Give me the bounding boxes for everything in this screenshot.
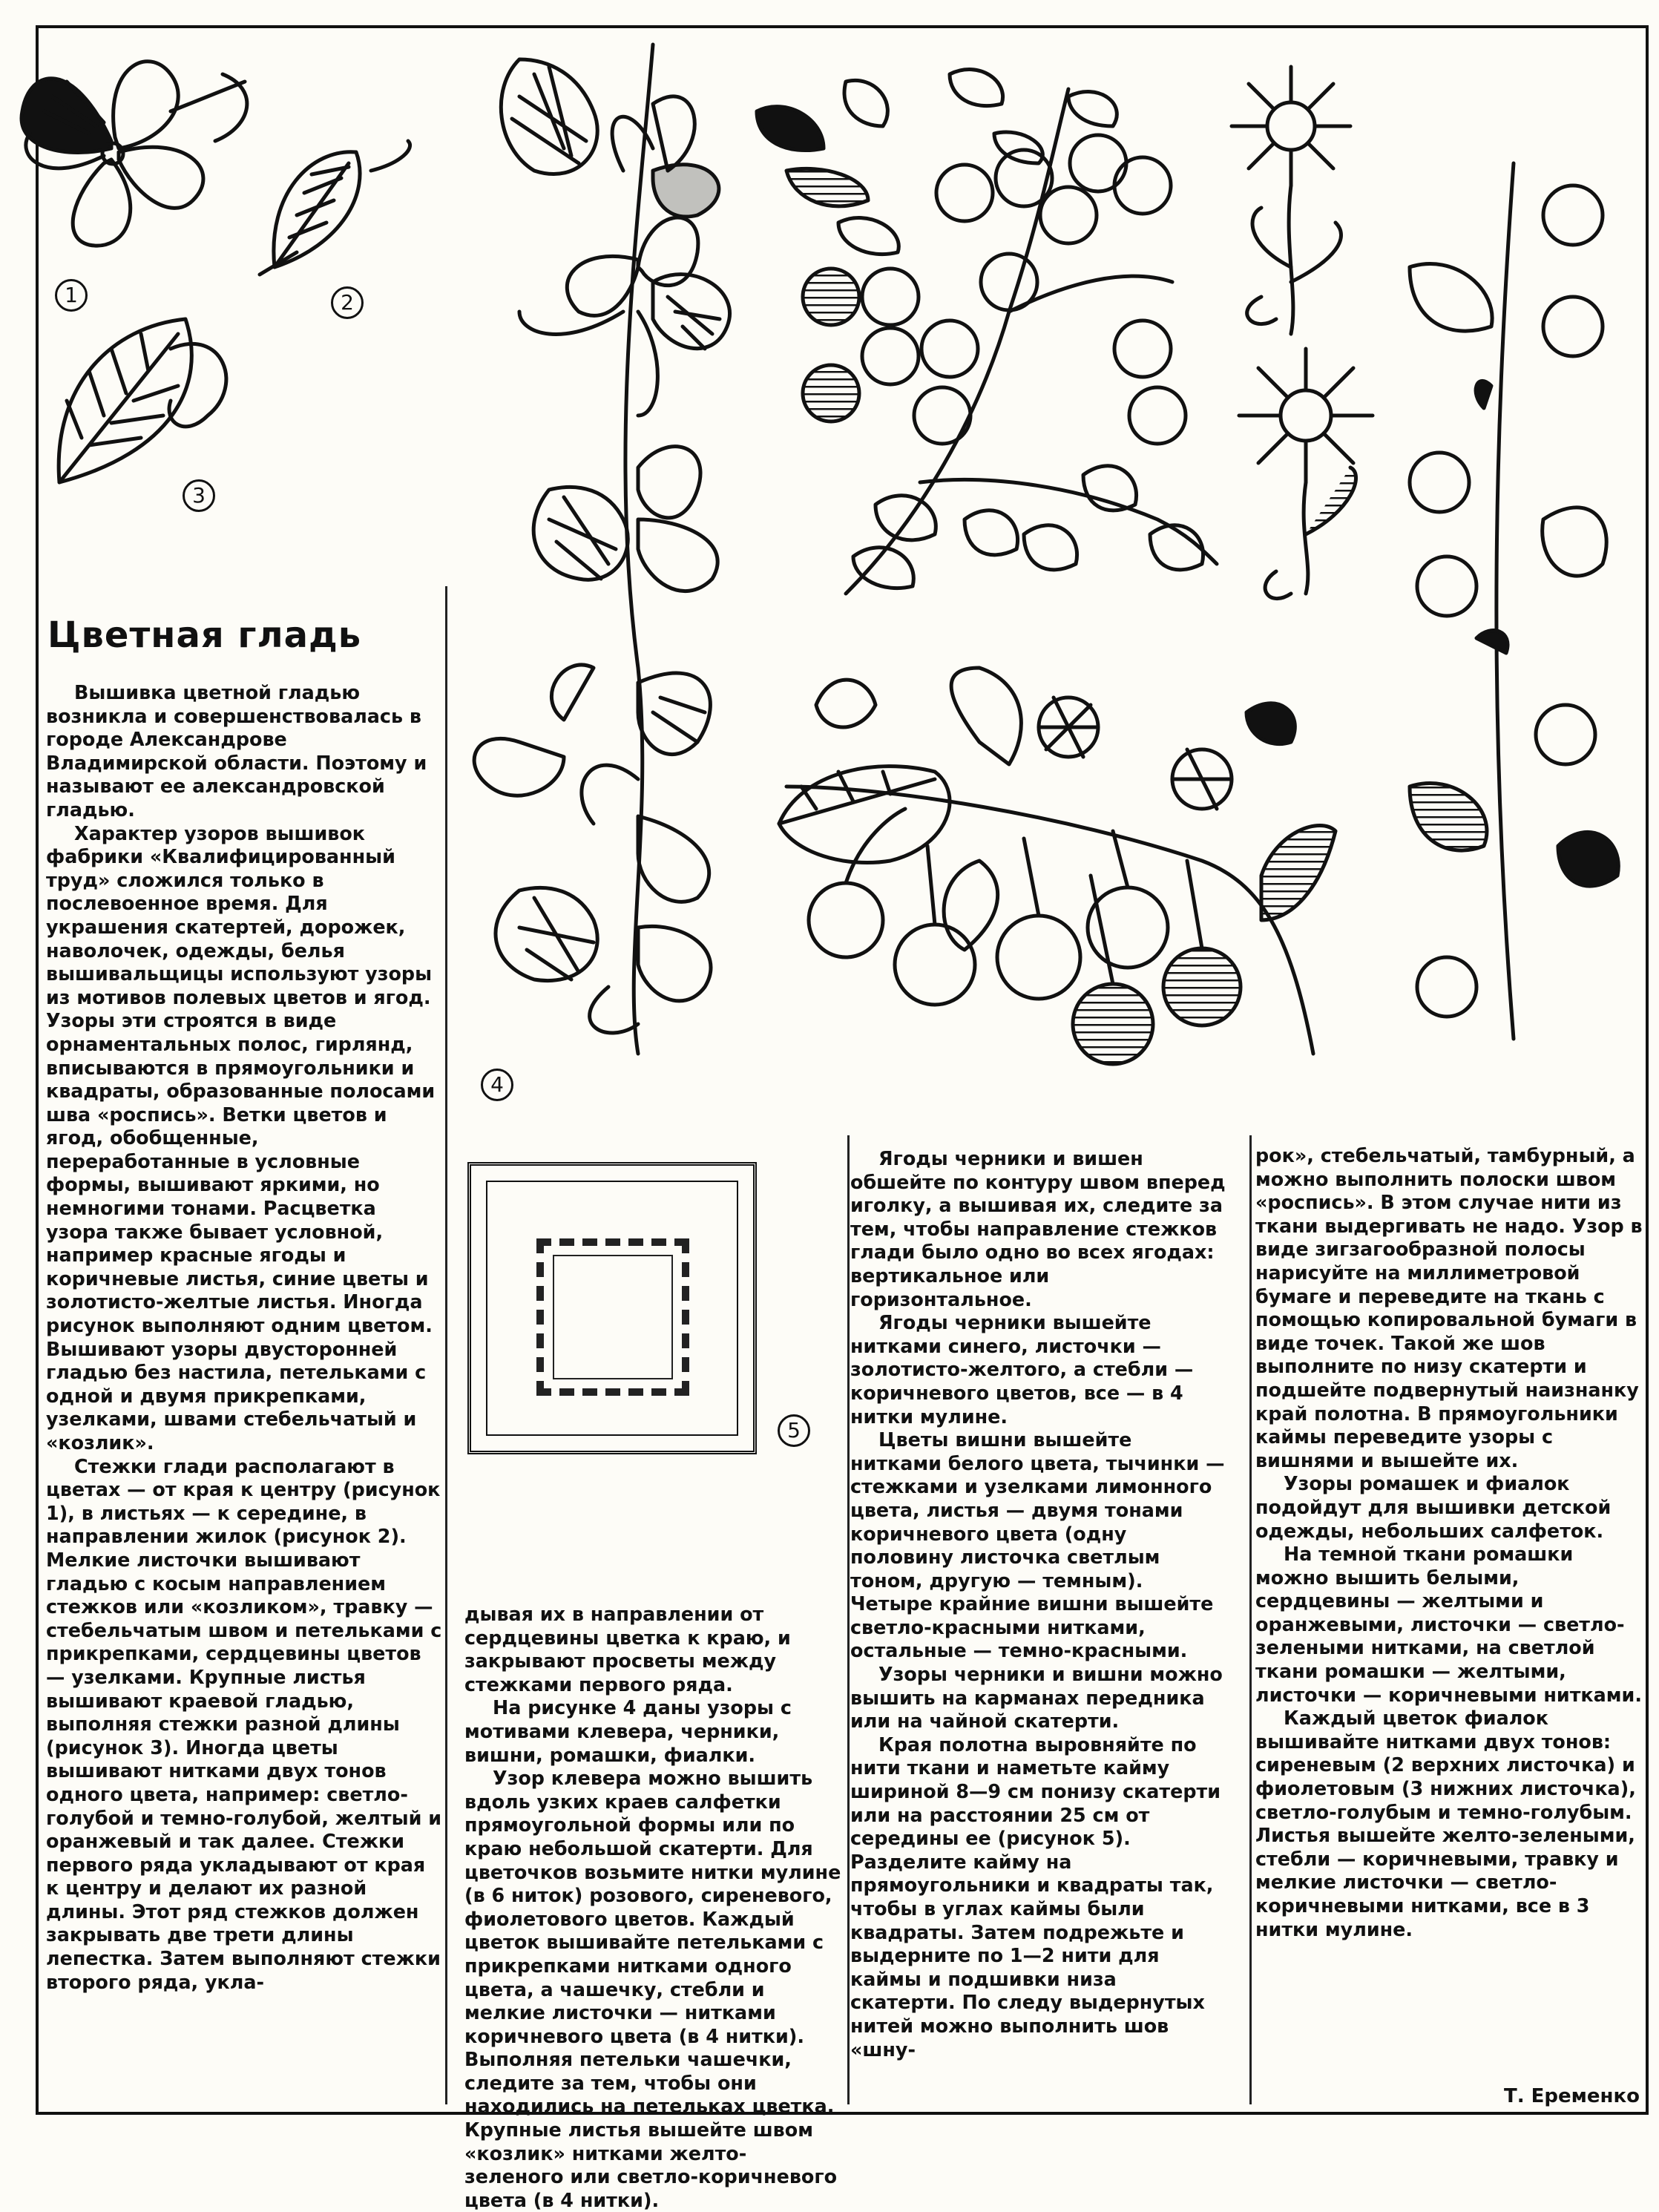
figure-4-cherry-drawing bbox=[779, 668, 1336, 1064]
paragraph: Ягоды черники вышейте нитками синего, листочки — золотисто-желтого, а стебли — коричневого цветов, все — в 4 нитки мулине. bbox=[850, 1311, 1194, 1428]
text-column-4 bbox=[1255, 1144, 1643, 2072]
figure-1-flower-drawing bbox=[22, 62, 247, 246]
column-rule-2 bbox=[847, 1135, 850, 2104]
figure-number-4: 4 bbox=[481, 1069, 513, 1101]
column-rule-1 bbox=[445, 586, 447, 2104]
paragraph: Края полотна выровняйте по нити ткани и наметьте кайму шириной 8—9 см понизу скатерти или на расстоянии 25 см от середины ее (рисунок 5). Разделите кайму на прямоугольники и квадраты так, чтобы в углах каймы были квадраты. Затем подрежьте и выдерните по 1—2 нити для каймы и подшивки низа скатерти. По следу выдернутых нитей можно выполнить шов «шну- bbox=[850, 1733, 1221, 2061]
paragraph: рок», стебельчатый, тамбурный, а можно выполнить полоски швом «роспись». В этом случае нити из ткани выдергивать не надо. Узор в виде зигзагообразной полосы нарисуйте на миллиметровой бумаге и переведите на ткань с помощью копировальной бумаги в виде точек. Такой же шов выполните по низу скатерти и подшейте подвернутый наизнанку край полотна. В прямоугольники каймы переведите узоры с вишнями и вышейте их. bbox=[1255, 1144, 1643, 1471]
figure-4-violet-drawing bbox=[1410, 163, 1618, 1039]
text-column-2 bbox=[464, 1603, 841, 2211]
paragraph: дывая их в направлении от сердцевины цветка к краю, и закрывают просветы между стежками первого ряда. bbox=[464, 1603, 791, 1696]
tablecloth-center bbox=[553, 1255, 673, 1379]
paragraph: Узоры ромашек и фиалок подойдут для вышивки детской одежды, небольших салфеток. bbox=[1255, 1472, 1612, 1542]
figure-5-tablecloth-scheme bbox=[467, 1162, 757, 1454]
text-column-3 bbox=[850, 1147, 1227, 2104]
paragraph: На рисунке 4 даны узоры с мотивами клевера, черники, вишни, ромашки, фиалки. bbox=[464, 1696, 792, 1766]
figure-2-leaf-drawing bbox=[260, 141, 410, 275]
tablecloth-embroidery-band bbox=[536, 1238, 689, 1396]
paragraph: Стежки глади располагают в цветах — от края к центру (рисунок 1), в листьях — к середине, в направлении жилок (рисунок 2). Мелкие листочки вышивают гладью с косым направлением стежков или «козликом», травку — стебельчатым швом и петельками с прикрепками, сердцевины цветов — узелками. Крупные листья вышивают краевой гладью, выполняя стежки разной длины (рисунок 3). Иногда цветы вышивают нитками двух тонов одного цвета, например: светло-голубой и темно-голубой, желтый и оранжевый и так далее. Стежки первого ряда укладывают от края к центру и делают их разной длины. Этот ряд стежков должен закрывать две трети длины лепестка. Затем выполняют стежки второго ряда, укла- bbox=[46, 1454, 442, 1993]
tablecloth-border bbox=[486, 1181, 738, 1436]
figure-4-clover-drawing bbox=[474, 45, 729, 1054]
column-rule-3 bbox=[1249, 1135, 1252, 2104]
figure-3-leaf-drawing bbox=[59, 319, 226, 482]
paragraph: Узор клевера можно вышить вдоль узких краев салфетки прямоугольной формы или по краю небольшой скатерти. Для цветочков возьмите нитки мулине (в 6 ниток) розового, сиреневого, фиолетового цветов. Каждый цветок вышивайте петельками с прикрепками нитками одного цвета, а чашечку, стебли и мелкие листочки — нитками коричневого цвета (в 4 нитки). Выполняя петельки чашечки, следите за тем, чтобы они находились на петельках цветка. Крупные листья вышейте швом «козлик» нитками желто-зеленого или светло-коричневого цвета (в 4 нитки). bbox=[464, 1767, 841, 2211]
paragraph: Цветы вишни вышейте нитками белого цвета, тычинки — стежками и узелками лимонного цвета, листья — двумя тонами коричневого цвета (одну половину листочка светлым тоном, другую — темным). Четыре крайние вишни вышейте светло-красными нитками, остальные — темно-красными. bbox=[850, 1428, 1225, 1662]
author-signature: Т. Еременко bbox=[1503, 2085, 1640, 2107]
figure-number-3: 3 bbox=[183, 479, 215, 512]
figure-number-5: 5 bbox=[778, 1414, 810, 1447]
figure-4-blueberry-drawing bbox=[757, 70, 1217, 594]
article-title: Цветная гладь bbox=[47, 614, 362, 656]
text-column-1 bbox=[46, 681, 442, 2098]
paragraph: Ягоды черники и вишен обшейте по контуру швом вперед иголку, а вышивая их, следите за тем, чтобы направление стежков глади было одно во всех ягодах: вертикальное или горизонтальное. bbox=[850, 1147, 1226, 1310]
paragraph: На темной ткани ромашки можно вышить белыми, сердцевины — желтыми и оранжевыми, листочки — светло-зелеными нитками, на светлой ткани ромашки — желтыми, листочки — коричневыми нитками. bbox=[1255, 1543, 1642, 1706]
figure-number-2: 2 bbox=[331, 286, 364, 319]
paragraph: Характер узоров вышивок фабрики «Квалифицированный труд» сложился только в послевоенное время. Для украшения скатертей, дорожек, наволочек, одежды, белья вышивальщицы используют узоры из мотивов полевых цветов и ягод. Узоры эти строятся в виде орнаментальных полос, гирлянд, вписываются в прямоугольники и квадраты, образованные полосами шва «роспись». Ветки цветов и ягод, обобщенные, переработанные в условные формы, вышивают яркими, но немногими тонами. Расцветка узора также бывает условной, например красные ягоды и коричневые листья, синие цветы и золотисто-желтые листья. Иногда рисунок выполняют одним цветом. Вышивают узоры двусторонней гладью без настила, петельками с одной и двумя прикрепками, узелками, швами стебельчатый и «козлик». bbox=[46, 821, 436, 1454]
figure-number-1: 1 bbox=[55, 279, 88, 312]
figure-4-daisy-drawing bbox=[1232, 67, 1373, 599]
paragraph: Каждый цветок фиалок вышивайте нитками двух тонов: сиреневым (2 верхних листочка) и фиолетовым (3 нижних листочка), светло-голубым и темно-голубым. Листья вышейте желто-зелеными, стебли — коричневыми, травку и мелкие листочки — светло-коричневыми нитками, все в 3 нитки мулине. bbox=[1255, 1707, 1636, 1940]
paragraph: Узоры черники и вишни можно вышить на карманах передника или на чайной скатерти. bbox=[850, 1663, 1223, 1733]
paragraph: Вышивка цветной гладью возникла и совершенствовалась в городе Александрове Владимирской области. Поэтому и называют ее александровской гладью. bbox=[46, 681, 427, 821]
